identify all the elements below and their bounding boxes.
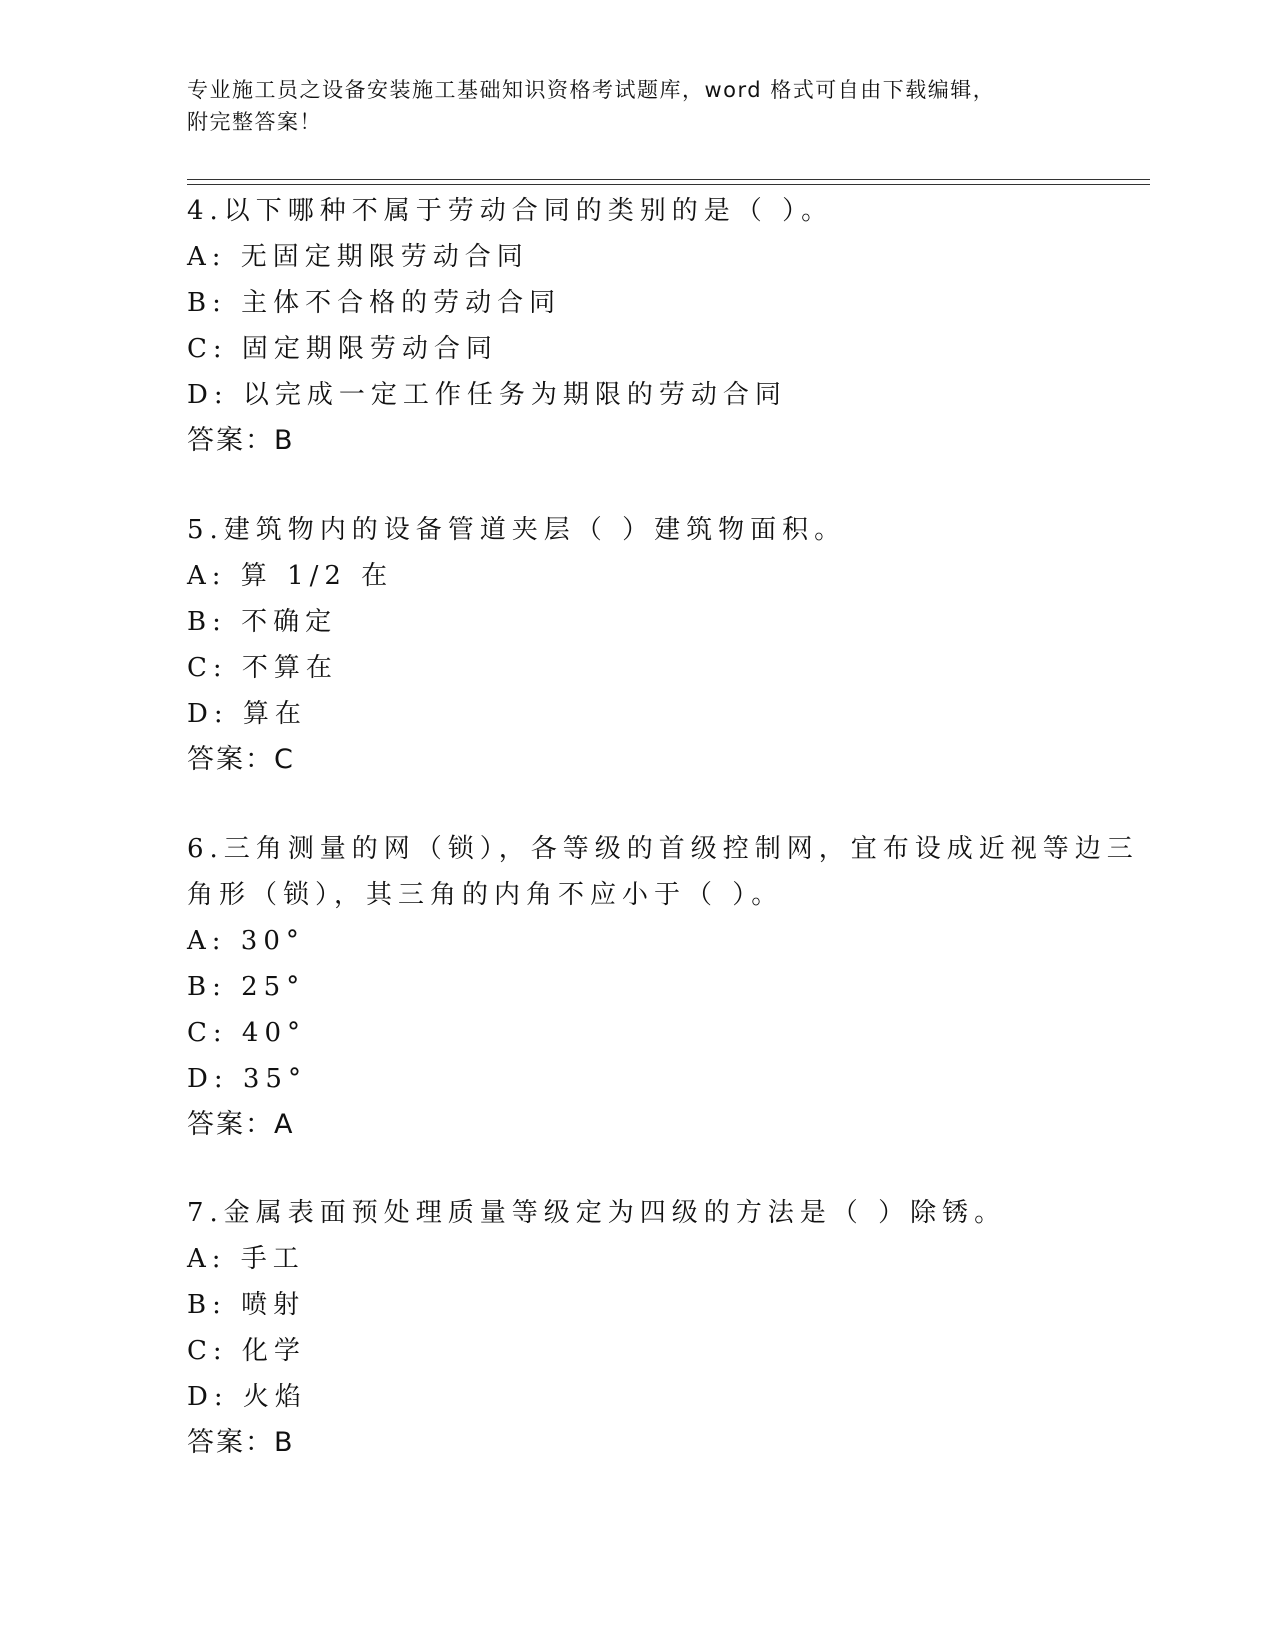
option-b: B: 不确定 [187, 607, 338, 637]
answer: 答案：A [187, 1109, 295, 1140]
option-c: C: 固定期限劳动合同 [187, 334, 498, 364]
question-5 [187, 507, 1087, 783]
answer: 答案：B [187, 1427, 295, 1458]
option-a: A: 无固定期限劳动合同 [187, 242, 529, 272]
option-b: B: 主体不合格的劳动合同 [187, 288, 562, 318]
question-stem-line-2: 角形（锁），其三角的内角不应小于（ ）。 [187, 880, 784, 910]
option-d: D: 35° [187, 1064, 307, 1094]
option-b: B: 喷射 [187, 1290, 306, 1320]
option-d: D: 以完成一定工作任务为期限的劳动合同 [187, 380, 787, 410]
answer: 答案：B [187, 425, 295, 456]
document-header [187, 74, 1087, 138]
option-b: B: 25° [187, 972, 306, 1002]
option-a: A: 算 1/2 在 [187, 561, 394, 591]
question-7 [187, 1190, 1087, 1466]
question-6 [187, 826, 1139, 1148]
option-a: A: 30° [187, 926, 305, 956]
header-divider-top [187, 179, 1150, 180]
option-c: C: 不算在 [187, 653, 338, 683]
question-stem-line-1: 6.三角测量的网（锁），各等级的首级控制网，宜布设成近视等边三 [187, 834, 1139, 864]
header-line-1: 专业施工员之设备安装施工基础知识资格考试题库，word 格式可自由下载编辑， [187, 78, 996, 102]
option-a: A: 手工 [187, 1244, 305, 1274]
header-line-2: 附完整答案！ [187, 110, 322, 134]
question-stem: 5.建筑物内的设备管道夹层（ ）建筑物面积。 [187, 515, 847, 545]
question-stem: 4.以下哪种不属于劳动合同的类别的是（ ）。 [187, 196, 834, 226]
header-divider-bottom [187, 184, 1150, 185]
answer: 答案：C [187, 744, 295, 775]
option-c: C: 化学 [187, 1336, 306, 1366]
option-d: D: 算在 [187, 699, 307, 729]
question-4 [187, 188, 1087, 464]
option-d: D: 火焰 [187, 1382, 307, 1412]
question-stem: 7.金属表面预处理质量等级定为四级的方法是（ ）除锈。 [187, 1198, 1007, 1228]
option-c: C: 40° [187, 1018, 307, 1048]
